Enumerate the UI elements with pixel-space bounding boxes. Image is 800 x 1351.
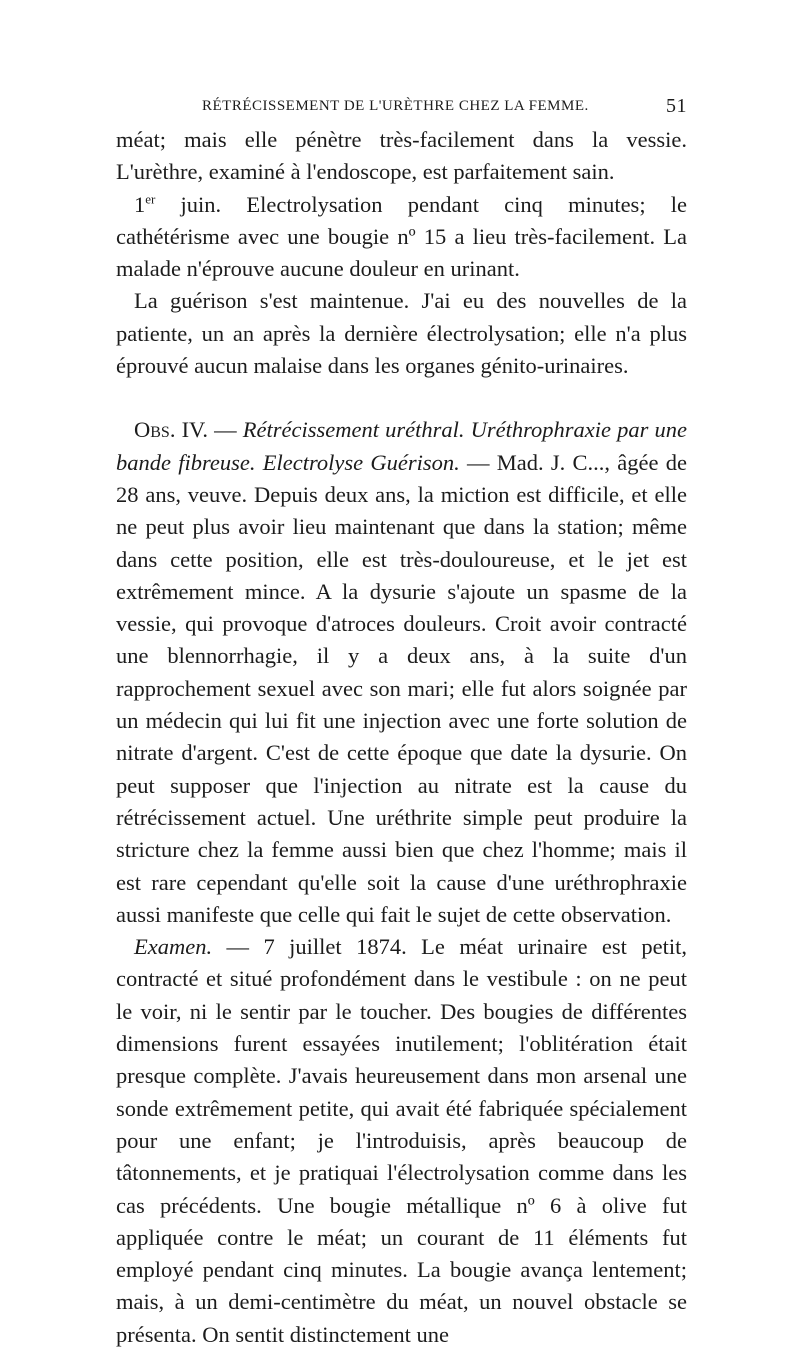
observation-title: Rétrécissement uréthral. Uréthrophraxie par une bande fibreuse. Electrolyse Guérison. <box>116 417 687 475</box>
examen-label: Examen. <box>134 934 213 960</box>
paragraph-healing: La guérison s'est maintenue. J'ai eu des nouvelles de la patiente, un an après la dernière électrolysation; elle n'a plus éprouvé aucun malaise dans les organes génito-urinaires. <box>116 288 687 379</box>
page-header <box>116 95 687 122</box>
page-number: 51 <box>666 95 687 117</box>
body-text <box>116 124 687 1351</box>
paragraph-continuation: méat; mais elle pénètre très-facilement dans la vessie. L'urèthre, examiné à l'endoscope, est parfaitement sain. <box>116 127 687 185</box>
observation-label: Obs. IV. — <box>134 417 237 443</box>
paragraph-observation-iv: Obs. IV. — Rétrécissement uréthral. Uréthrophraxie par une bande fibreuse. Electrolyse Guérison. — Mad. J. C..., âgée de 28 ans, veuve. Depuis deux ans, la miction est difficile, et elle ne peut plus avoir lieu maintenant que dans la station; même dans cette position, elle est très-douloureuse, et le jet est extrêmement mince. A la dysurie s'ajoute un spasme de la vessie, qui provoque d'atroces douleurs. Croit avoir contracté une blennorrhagie, il y a deux ans, à la suite d'un rapprochement sexuel avec son mari; elle fut alors soignée par un médecin qui lui fit une injection avec une forte solution de nitrate d'argent. C'est de cette époque que date la dysurie. On peut supposer que l'injection au nitrate est la cause du rétrécissement actuel. Une uréthrite simple peut produire la stricture chez la femme aussi bien que chez l'homme; mais il est rare cependant qu'elle soit la cause d'une uréthrophraxie aussi manifeste que celle qui fait le sujet de cette observation. <box>116 417 688 927</box>
paragraph-examen: Examen. — 7 juillet 1874. Le méat urinaire est petit, contracté et situé profondément dans le vestibule : on ne peut le voir, ni le sentir par le toucher. Des bougies de différentes dimensions furent essayées inutilement; l'oblitération était presque complète. J'avais heureusement dans mon arsenal une sonde extrêmement petite, qui avait été fabriquée spécialement pour une enfant; je l'introduisis, après beaucoup de tâtonnements, et je pratiquai l'électrolysation comme dans les cas précédents. Une bougie métallique nº 6 à olive fut appliquée contre le méat; un courant de 11 éléments fut employé pendant cinq minutes. La bougie avança lentement; mais, à un demi-centimètre du méat, un nouvel obstacle se présenta. On sentit distinctement une <box>116 934 687 1347</box>
running-title: RÉTRÉCISSEMENT DE L'URÈTHRE CHEZ LA FEMME. <box>202 98 589 114</box>
paragraph-june: 1er juin. Electrolysation pendant cinq minutes; le cathétérisme avec une bougie nº 15 a lieu très-facilement. La malade n'éprouve aucune douleur en urinant. <box>116 191 687 282</box>
